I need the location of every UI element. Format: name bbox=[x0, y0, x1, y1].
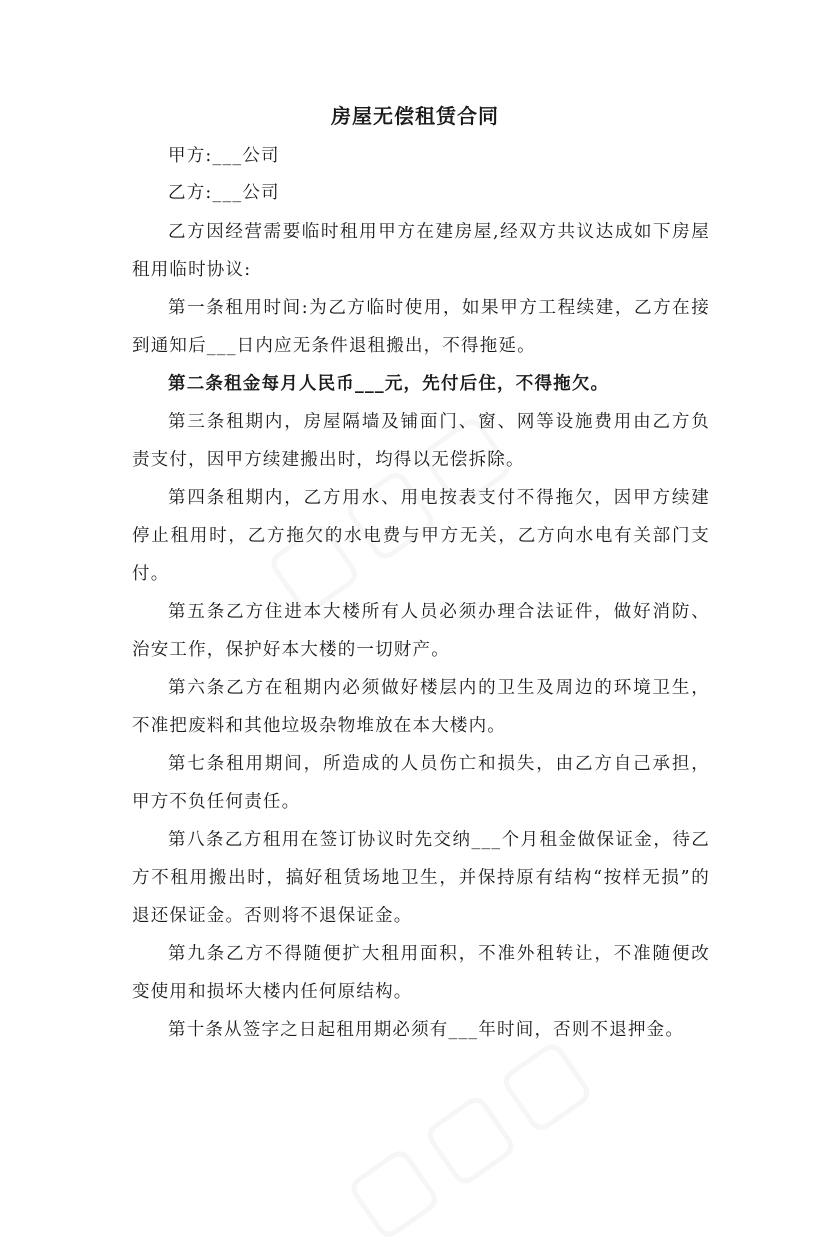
article-1: 第一条租用时间:为乙方临时使用，如果甲方工程续建，乙方在接到通知后___日内应无条件退租搬出，不得拖延。 bbox=[132, 298, 710, 356]
page-title: 房屋无偿租赁合同 bbox=[331, 104, 499, 128]
preamble-paragraph: 乙方因经营需要临时租用甲方在建房屋,经双方共议达成如下房屋租用临时协议: bbox=[132, 222, 710, 280]
article-9: 第九条乙方不得随便扩大租用面积，不准外租转让，不准随便改变使用和损坏大楼内任何原结构。 bbox=[132, 944, 710, 1002]
article-7: 第七条租用期间，所造成的人员伤亡和损失，由乙方自己承担，甲方不负任何责任。 bbox=[132, 754, 710, 812]
article-6: 第六条乙方在租期内必须做好楼层内的卫生及周边的环境卫生，不准把废料和其他垃圾杂物堆放在本大楼内。 bbox=[132, 678, 710, 736]
party-a-line: 甲方:___公司 bbox=[168, 146, 280, 166]
party-b-line: 乙方:___公司 bbox=[168, 183, 280, 203]
article-3: 第三条租期内，房屋隔墙及铺面门、窗、网等设施费用由乙方负责支付，因甲方续建搬出时，均得以无偿拆除。 bbox=[132, 412, 710, 470]
article-2: 第二条租金每月人民币___元，先付后住，不得拖欠。 bbox=[168, 374, 610, 394]
article-8: 第八条乙方租用在签订协议时先交纳___个月租金做保证金，待乙方不租用搬出时，搞好租赁场地卫生，并保持原有结构“按样无损”的退还保证金。否则将不退保证金。 bbox=[132, 830, 710, 926]
article-10: 第十条从签字之日起租用期必须有___年时间，否则不退押金。 bbox=[168, 1020, 685, 1040]
article-5: 第五条乙方住进本大楼所有人员必须办理合法证件，做好消防、治安工作，保护好本大楼的一切财产。 bbox=[132, 602, 710, 660]
article-4: 第四条租期内，乙方用水、用电按表支付不得拖欠，因甲方续建停止租用时，乙方拖欠的水电费与甲方无关，乙方向水电有关部门支付。 bbox=[132, 488, 710, 584]
